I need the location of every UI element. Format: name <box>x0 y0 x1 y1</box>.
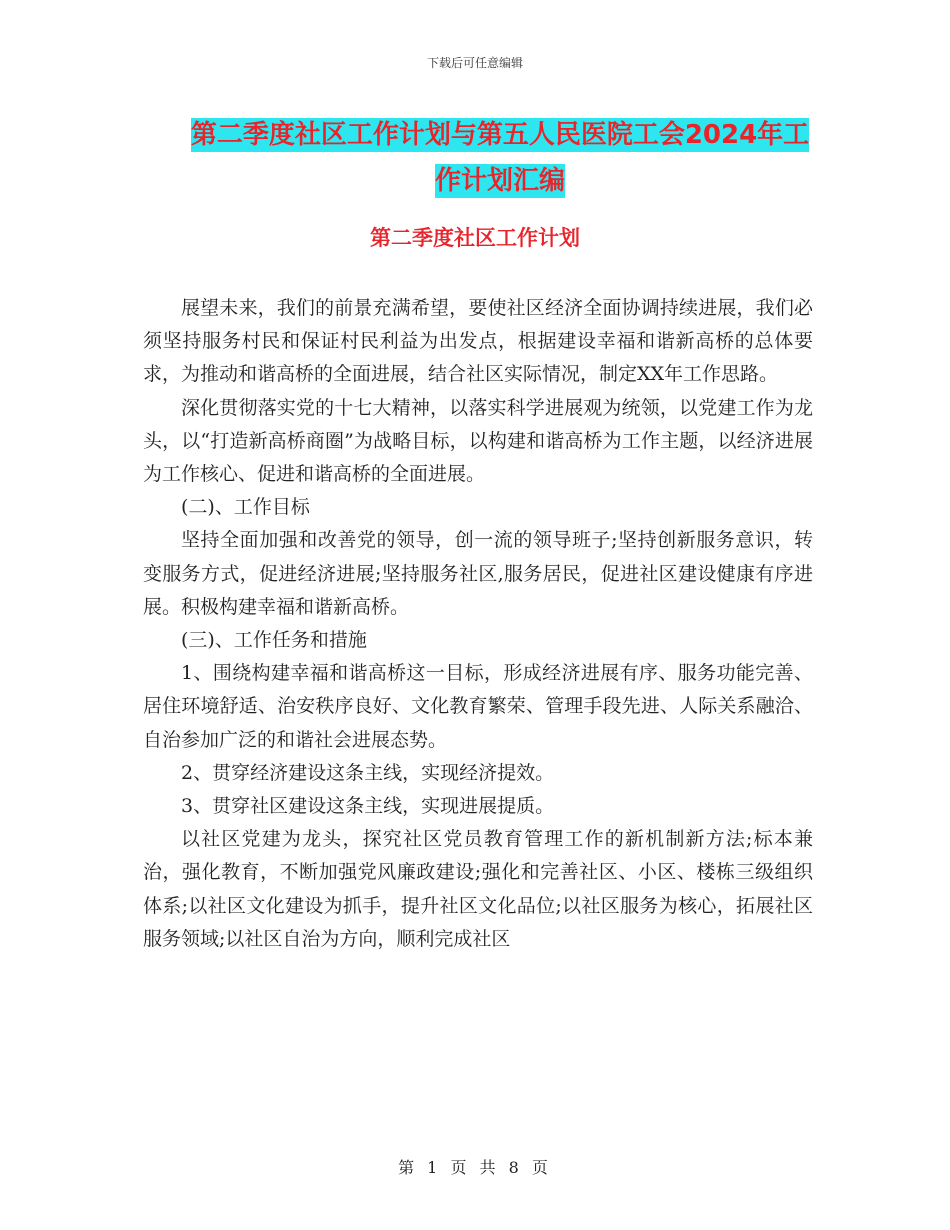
section-title: 第二季度社区工作计划 <box>370 226 580 250</box>
document-title-line-2: 作计划汇编 <box>434 166 565 196</box>
paragraph: 3、贯穿社区建设这条主线，实现进展提质。 <box>181 795 555 818</box>
subheading: (二)、工作目标 <box>181 496 310 519</box>
paragraph: 1、围绕构建幸福和谐高桥这一目标，形成经济进展有序、服务功能完善、居住环境舒适、治安秩序良好、文化教育繁荣、管理手段先进、人际关系融洽、自治参加广泛的和谐社会进展态势。 <box>143 662 813 751</box>
page-number-footer: 第 1 页 共 8 页 <box>398 1158 552 1177</box>
header-note: 下载后可任意编辑 <box>426 56 523 70</box>
document-body <box>143 292 813 956</box>
document-title <box>100 112 900 204</box>
paragraph: 深化贯彻落实党的十七大精神，以落实科学进展观为统领，以党建工作为龙头，以“打造新高桥商圈”为战略目标，以构建和谐高桥为工作主题，以经济进展为工作核心、促进和谐高桥的全面进展。 <box>143 396 813 486</box>
paragraph: 展望未来，我们的前景充满希望，要使社区经济全面协调持续进展，我们必须坚持服务村民和保证村民利益为出发点，根据建设幸福和谐新高桥的总体要求，为推动和谐高桥的全面进展，结合社区实际情况，制定XX年工作思路。 <box>143 297 813 386</box>
document-title-line-1: 第二季度社区工作计划与第五人民医院工会2024年工 <box>190 120 810 150</box>
paragraph: 坚持全面加强和改善党的领导，创一流的领导班子;坚持创新服务意识，转变服务方式，促进经济进展;坚持服务社区,服务居民，促进社区建设健康有序进展。积极构建幸福和谐新高桥。 <box>143 529 813 618</box>
paragraph: 以社区党建为龙头，探究社区党员教育管理工作的新机制新方法;标本兼治，强化教育，不断加强党风廉政建设;强化和完善社区、小区、楼栋三级组织体系;以社区文化建设为抓手，提升社区文化品位;以社区服务为核心，拓展社区服务领域;以社区自治为方向，顺利完成社区 <box>143 828 813 950</box>
paragraph: 2、贯穿经济建设这条主线，实现经济提效。 <box>181 761 555 784</box>
subheading: (三)、工作任务和措施 <box>181 629 367 652</box>
